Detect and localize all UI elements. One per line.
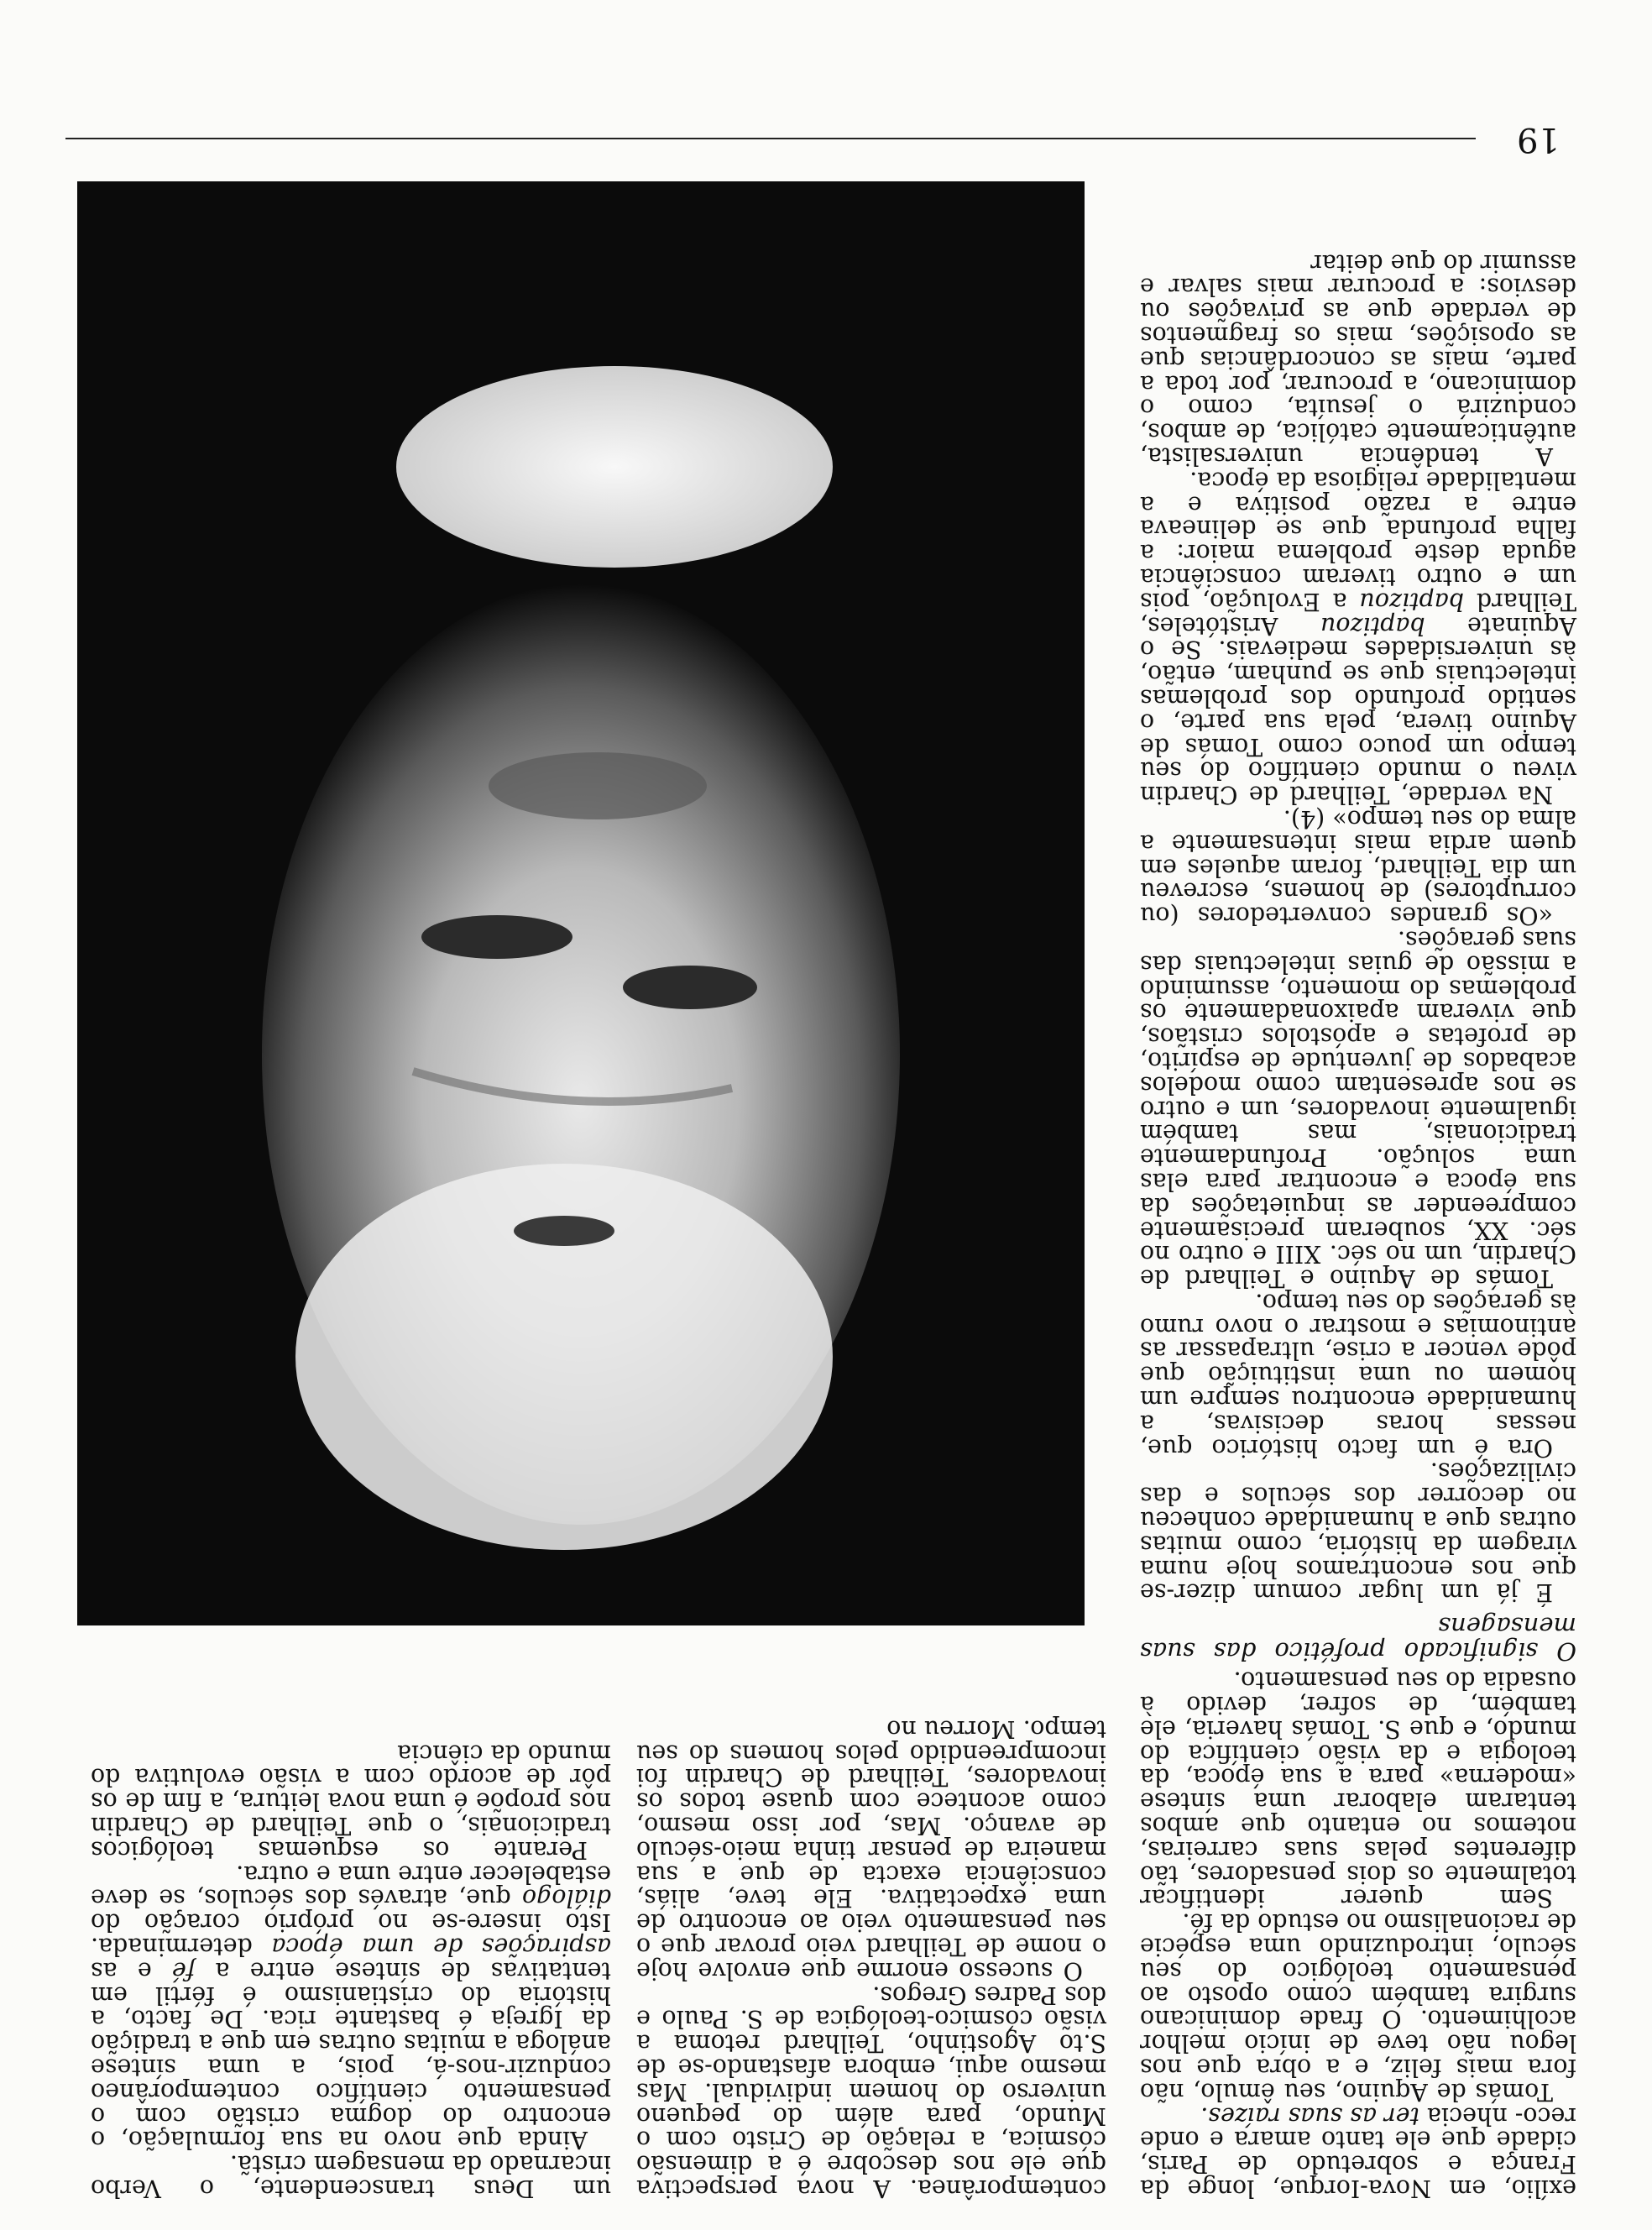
paragraph: Perante os esquemas teológicos tradicionais, o que Teilhard de Chardin nos propõe é uma nova leitura, a fim de os pôr de acordo com a visão evolutiva do mundo da ciência [91,1739,611,1864]
paragraph: Sem querer identificar totalmente os dois pensadores, tão diferentes pelas suas carreiras, notemos no entanto que ambos tentaram elaborar uma síntese «moderna» para a sua época, da teologia e da visão científica do mundo, e que S. Tomás haveria, ele também, de sofrer, devido à ousadia do seu pensamento. [1140,1667,1576,1913]
paragraph: Tomás de Aquino e Teilhard de Chardin, um no séc. XIII e outro no séc. XX, souberam precisamente compreender as inquietações da sua época e encontrar para elas uma solução. Profundamente tradicionais, mas também igualmente inovadores, um e outro se nos apresentam como modelos acabados de juventude de espírito, de profetas e apóstolos cristãos, que viveram apaixonadamente os problemas do momento, assumindo a missão de guias intelectuais das suas gerações. [1140,925,1576,1293]
text-column-left [1140,249,1576,2202]
text-column-right [91,1620,611,2200]
section-heading: O significado profético das suas mensagens [1140,1612,1576,1667]
paragraph: Ora é um facto histórico que, nessas horas decisivas, a humanidade encontrou sempre um homem ou uma instituição que pôde vencer a crise, ultrapassar as antinomias e mostrar o novo rumo às gerações do seu tempo. [1140,1288,1576,1462]
paragraph: Na verdade, Teilhard de Chardin viveu o mundo científico do seu tempo um pouco como Tomás de Aquino tivera, pela sua parte, o sentido profundo dos problemas intelectuais que se punham, então, às universidades medievais. Se o Aquinate baptizou Aristóteles, Teilhard baptizou a Evolução, pois um e outro tiveram consciência aguda deste problema maior: a falha profunda que se delineava entre a razão positiva e a mentalidade religiosa da época. [1140,466,1576,809]
paragraph: um Deus transcendente, o Verbo incarnado da mensagem cristã. [91,2150,611,2202]
paragraph: exílio, em Nova-Iorque, longe da França e sobretudo de Paris, cidade que ele tanto amara e onde reco- nhecia ter as suas raízes. [1140,2102,1576,2202]
header-rule [65,138,1476,139]
paragraph: Tomás de Aquino, seu êmulo, não fora mais feliz, e a obra que nos legou não teve de início melhor acolhimento. O frade dominicano surgira também como oposto ao pensamento teológico do seu século, introduzindo uma espécie de racionalismo no estudo da fé. [1140,1908,1576,2106]
text-column-middle [636,1620,1106,2200]
paragraph: «Os grandes convertedores (ou corruptores) de homens, escreveu um dia Teilhard, foram aqueles em quem ardia mais intensamente a alma do seu tempo» (4). [1140,804,1576,930]
paragraph: A tendência universalista, autênticamente católica, de ambos, conduzirá o jesuíta, como o dominicano, a procurar, por toda a parte, mais as concordâncias que as oposições, mais os fragmentos de verdade que as privações ou desvios: a procurar mais salvar e assumir do que deitar [1140,249,1576,471]
page-number: 19 [1517,120,1560,159]
paragraph: contemporânea. A nova perspectiva que ele nos descobre é a dimensão cósmica, a relação de Cristo com o Mundo, para além do pequeno universo do homem individual. Mas mesmo aqui, embora afastando-se de S.to Agostinho, Teilhard retoma a visão cósmico-teológica de S. Paulo e dos Padres Gregos. [636,1981,1106,2202]
portrait-image [77,181,1085,1625]
paragraph: É já um lugar comum dizer-se que nos encontramos hoje numa viragem da história, como muitas outras que a humanidade conheceu no decorrer dos séculos e das civilizações. [1140,1458,1576,1607]
portrait-photo [77,181,1085,1625]
paragraph: Ainda que novo na sua formulação, o encontro do dogma cristão com o pensamento científico contemporâneo conduzir-nos-á, pois, a uma síntese análoga a muitas outras em que a tradição da Igreja é bastante rica. De facto, a história do cristianismo é fértil em tentativas de síntese entre a fé e as aspirações de uma época determinada. Isto insere-se no próprio coração do diálogo que, através dos séculos, se deve estabelecer entre uma e outra. [91,1860,611,2154]
paragraph: O sucesso enorme que envolve hoje o nome de Teilhard veio provar que o seu pensamento veio ao encontro de uma expectativa. Ele teve, aliás, consciência exacta de que a sua maneira de pensar tinha meio-século de avanço. Mas, por isso mesmo, como acontece com quase todos os inovadores, Teilhard de Chardin foi incompreendido pelos homens do seu tempo. Morreu no [636,1714,1106,1985]
page-header [65,107,1576,158]
